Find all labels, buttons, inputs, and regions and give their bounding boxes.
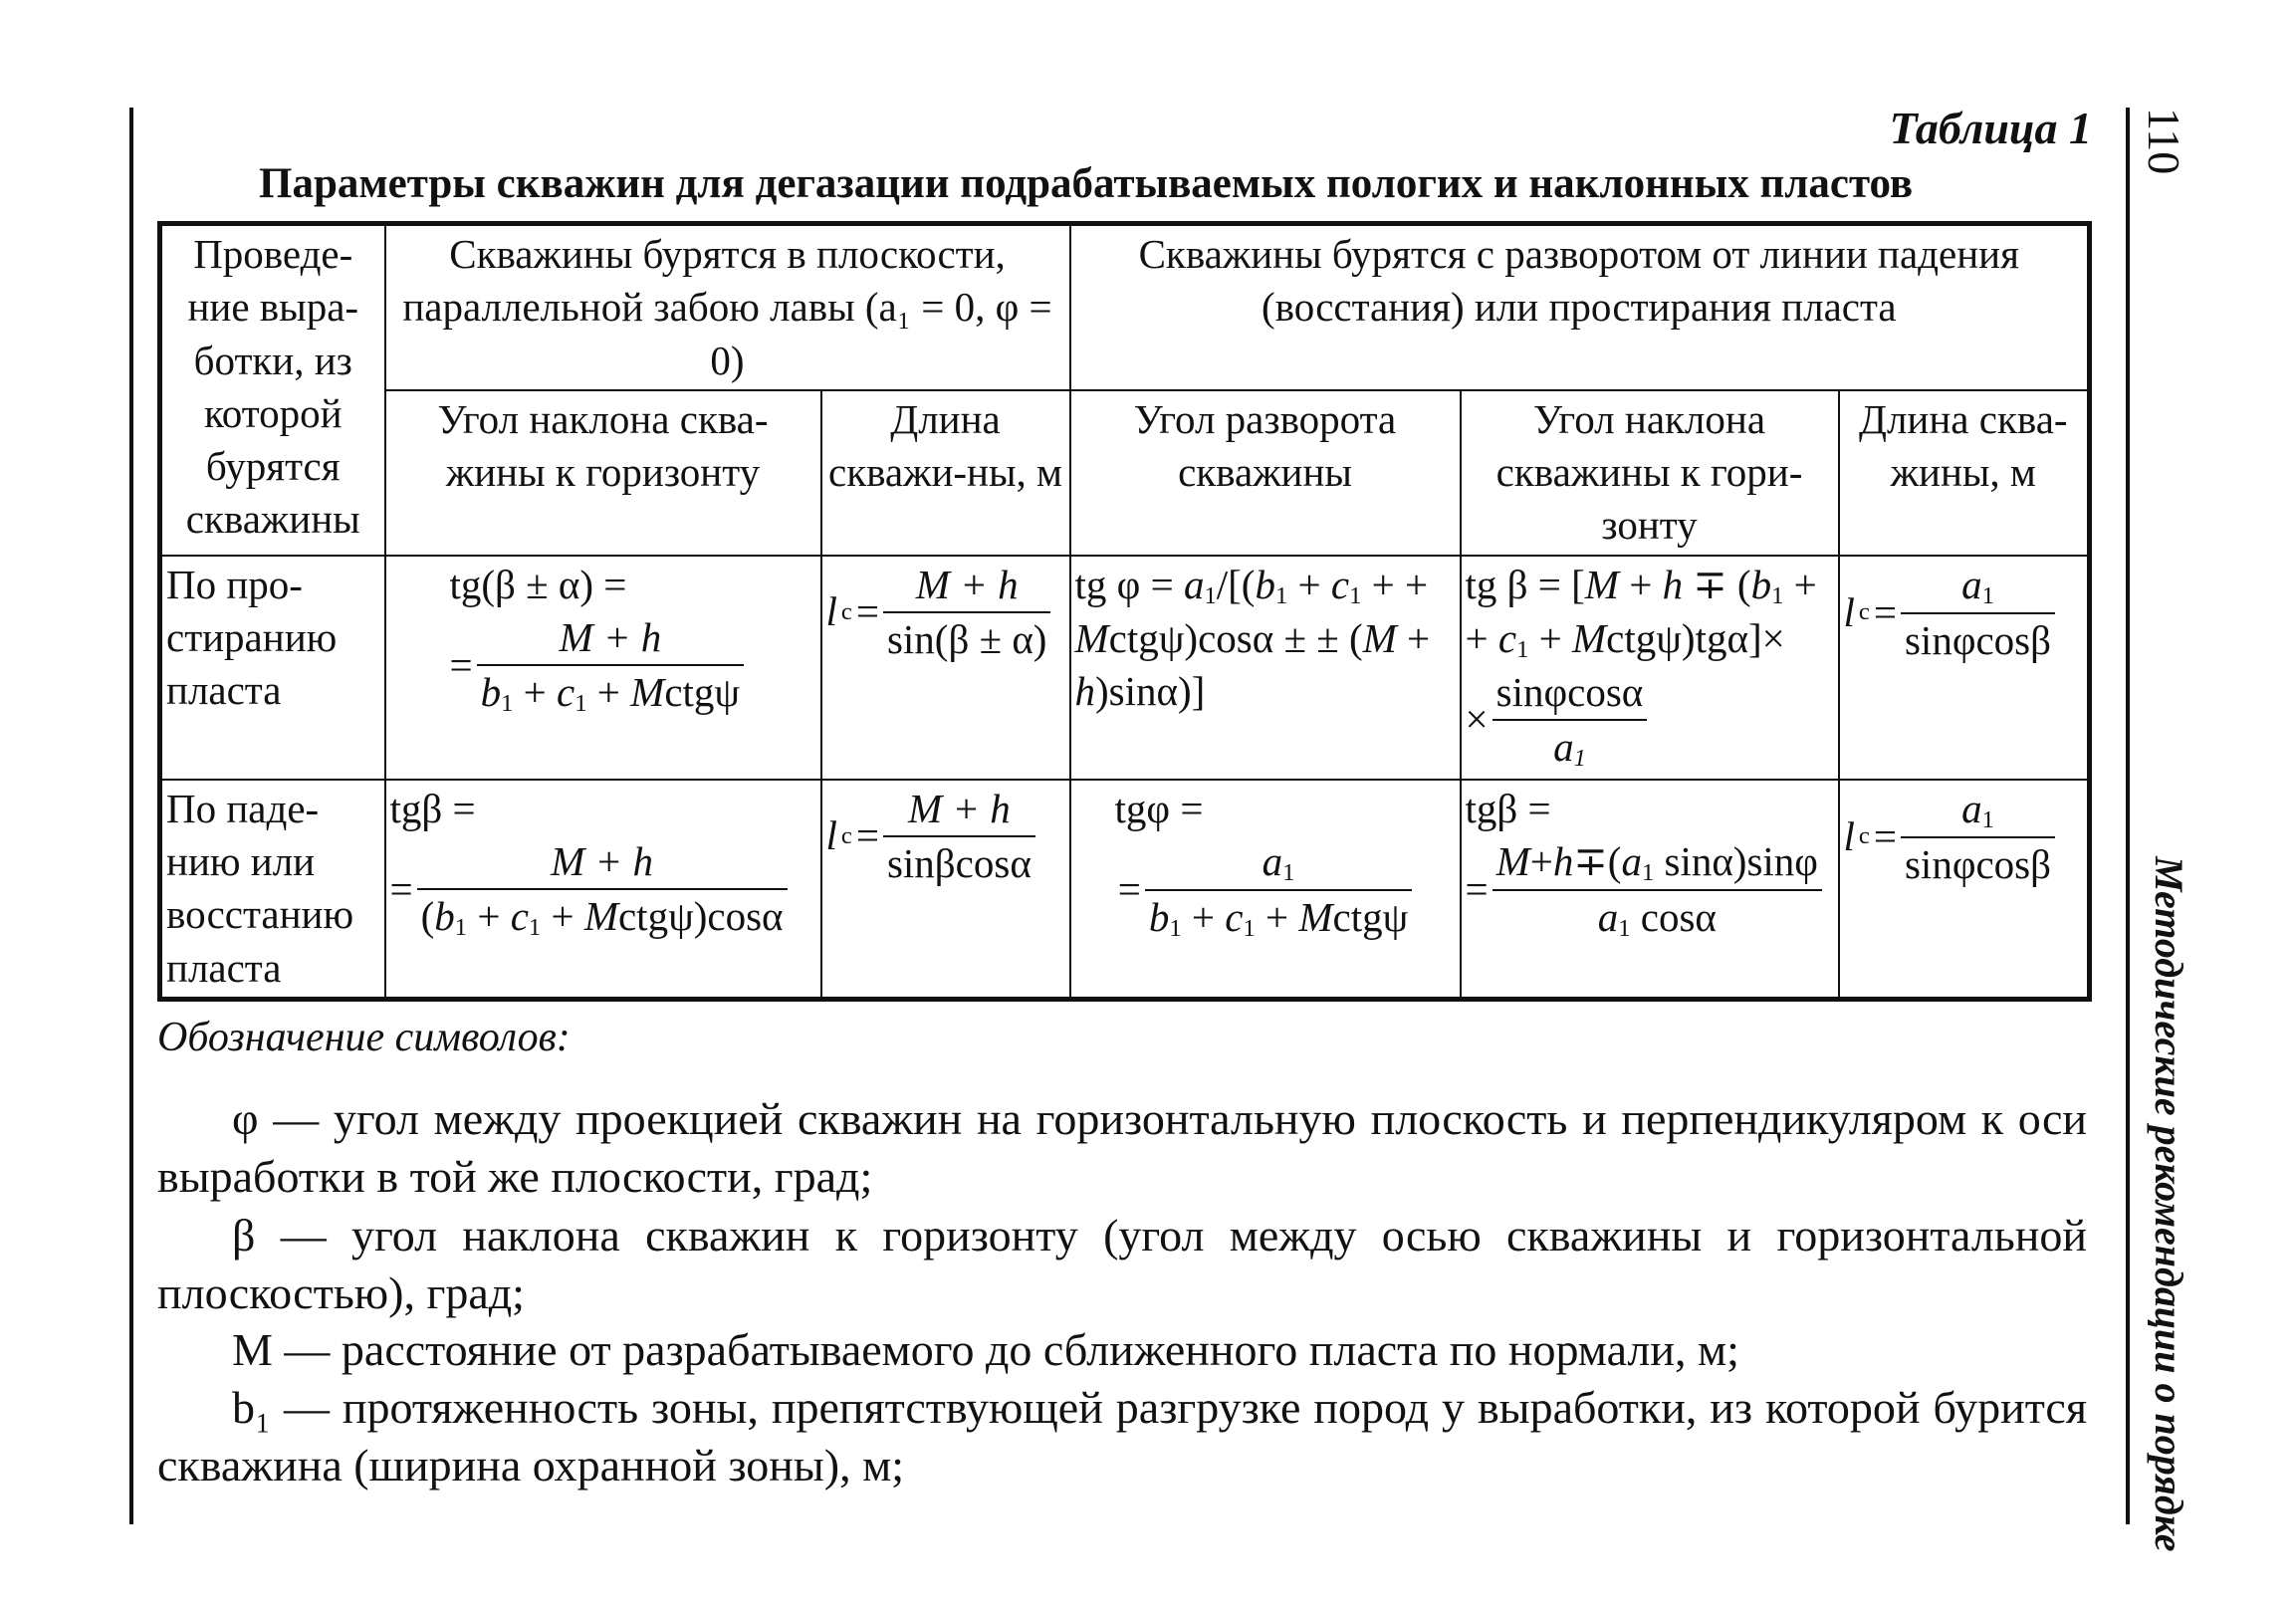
header-tilt-angle-2: Угол наклона скважины к гори-зонту (1461, 390, 1839, 556)
header-length-2: Длина сква-жины, м (1839, 390, 2090, 556)
header-origin: Проведе-ние выра-ботки, из которой бурятся скважины (160, 224, 385, 556)
running-head: Методические рекомендации о порядке (2147, 856, 2191, 1552)
formula-dip-turn: tgφ = = $\frac{a_1}{b_1 + c_1 + Mctg\psi}$ (1070, 780, 1461, 1000)
formula-dip-tilt: tgβ = = $\frac{M + h}{(b_1 + c_1 + Mctg\psi)\cos\alpha}$ (385, 780, 821, 1000)
legend-item-b1: b₁ — протяженность зоны, препятствующей разгрузке пород у выработки, из которой бурится скважина (ширина охранной зоны), м; (157, 1382, 2087, 1490)
formula-dip-length: l с = $\frac{M + h}{\sin\beta\cos\alpha}$ (821, 780, 1070, 1000)
row-label-dip: По паде-нию или восстанию пласта (160, 780, 385, 1000)
formula-strike-tilt2: tg $\beta = [M + h \mp (b_1$ + + $c_1$ + Mctgψ)tgα]× × $\frac{\sin\varphi\cos\alpha}{a_1}$ (1461, 556, 1839, 780)
header-turn-group: Скважины бурятся с разворотом от линии падения (восстания) или простирания пласта (1070, 224, 2090, 390)
header-parallel-group: Скважины бурятся в плоскости, параллельной забою лавы (a₁ = 0, φ = 0) (385, 224, 1070, 390)
header-length: Длина скважи-ны, м (821, 390, 1070, 556)
header-turn-angle: Угол разворота скважины (1070, 390, 1461, 556)
legend-item-phi: φ — угол между проекцией скважин на горизонтальную плоскость и перпендикуляром к оси выработки в той же плоскости, град; (157, 1093, 2087, 1202)
header-tilt-angle: Угол наклона сква-жины к горизонту (385, 390, 821, 556)
right-margin-rule (2126, 108, 2130, 1524)
formula-dip-tilt2: tgβ = = $\frac{M+h\mp(a_1 \sin\alpha)\sin\varphi}{a_1 \cos\alpha}$ (1461, 780, 1839, 1000)
formula-dip-length2: l с = $\frac{a_1}{\sin\varphi\cos\beta}$ (1839, 780, 2090, 1000)
legend-item-beta: β — угол наклона скважин к горизонту (угол между осью скважины и горизонтальной плоскостью), град; (157, 1210, 2087, 1318)
parameters-table (157, 221, 2092, 1002)
table-title: Параметры скважин для дегазации подрабатываемых пологих и наклонных пластов (259, 160, 1914, 207)
formula-strike-turn: tg $\varphi = a_1/[(b_1 + c_1$ + + Mctgψ)cosα ± ± (M + h)sinα)] (1070, 556, 1461, 780)
legend-item-m: M — расстояние от разрабатываемого до сближенного пласта по нормали, м; (232, 1324, 1739, 1375)
formula-strike-length2: l с = $\frac{a_1}{\sin\varphi\cos\beta}$ (1839, 556, 2090, 780)
row-label-strike: По про-стиранию пласта (160, 556, 385, 780)
page-number: 110 (2139, 108, 2189, 175)
formula-strike-length: l с = $\frac{M + h}{\sin(\beta \pm \alpha)}$ (821, 556, 1070, 780)
table-label: Таблица 1 (1889, 103, 2092, 153)
legend-heading: Обозначение символов: (157, 1015, 571, 1060)
left-margin-rule (129, 108, 133, 1524)
formula-strike-tilt: tg(β ± α) = = $\frac{M + h}{b_1 + c_1 + Mctg\psi}$ (385, 556, 821, 780)
